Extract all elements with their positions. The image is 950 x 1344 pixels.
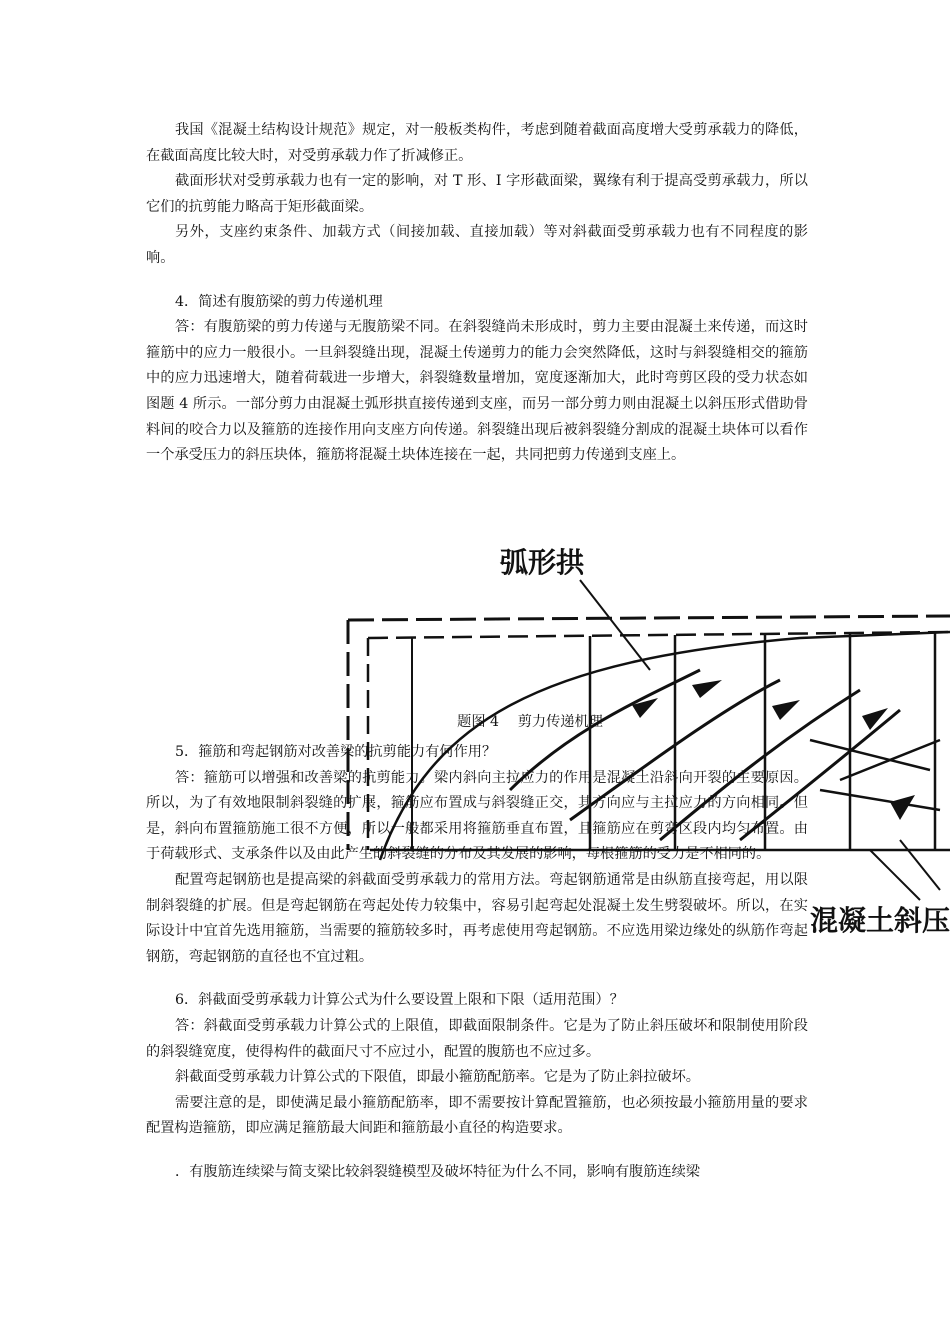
- paragraph: 我国《混凝土结构设计规范》规定，对一般板类构件，考虑到随着截面高度增大受剪承载力的降低，在截面高度比较大时，对受剪承载力作了折减修正。: [146, 122, 808, 164]
- paragraph: 另外，支座约束条件、加载方式（间接加载、直接加载）等对斜截面受剪承载力也有不同程度的影响。: [146, 224, 808, 266]
- answer-6-part3: 需要注意的是，即使满足最小箍筋配筋率，即不需要按计算配置箍筋，也必须按最小箍筋用量的要求配置构造箍筋，即应满足箍筋最大间距和箍筋最小直径的构造要求。: [146, 1094, 808, 1137]
- answer-5-part2: 配置弯起钢筋也是提高梁的斜截面受剪承载力的常用方法。弯起钢筋通常是由纵筋直接弯起，用以限制斜裂缝的扩展。但是弯起钢筋在弯起处传力较集中，容易引起弯起处混凝土发生劈裂破坏。所以，在实际设计中宜首先选用箍筋，当需要的箍筋较多时，再考虑使用弯起钢筋。不应选用梁边缘处的纵筋作弯起钢筋，弯起钢筋的直径也不宜过粗。: [146, 871, 808, 965]
- answer-6-part2: 斜截面受剪承载力计算公式的下限值，即最小箍筋配筋率。它是为了防止斜拉破坏。: [175, 1069, 700, 1086]
- answer-4: 答：有腹筋梁的剪力传递与无腹筋梁不同。在斜裂缝尚未形成时，剪力主要由混凝土来传递，而这时箍筋中的应力一般很小。一旦斜裂缝出现，混凝土传递剪力的能力会突然降低，这时与斜裂缝相交的箍筋中的应力迅速增大，随着荷载进一步增大，斜裂缝数量增加，宽度逐渐加大，此时弯剪区段的受力状态如图题 4 所示。一部分剪力由混凝土弧形拱直接传递到支座，而另一部分剪力则由混凝土以斜压形式借助骨料间的咬合力以及箍筋的连接作用向支座方向传递。斜裂缝出现后被斜裂缝分割成的混凝土块体可以看作一个承受压力的斜压块体，箍筋将混凝土块体连接在一起，共同把剪力传递到支座上。: [146, 319, 808, 464]
- answer-6: 答：斜截面受剪承载力计算公式的上限值，即截面限制条件。它是为了防止斜压破坏和限制使用阶段的斜裂缝宽度，使得构件的截面尺寸不应过小，配置的腹筋也不应过多。: [146, 1017, 808, 1060]
- question-5: 5．箍筋和弯起钢筋对改善梁的抗剪能力有何作用？: [175, 744, 497, 760]
- paragraph: 截面形状对受剪承载力也有一定的影响，对 T 形、I 字形截面梁，翼缘有利于提高受剪承载力，所以它们的抗剪能力略高于矩形截面梁。: [146, 173, 808, 215]
- question-6: 6．斜截面受剪承载力计算公式为什么要设置上限和下限（适用范围）？: [175, 992, 624, 1009]
- question-4: 4．简述有腹筋梁的剪力传递机理: [175, 293, 383, 310]
- label-strut: 混凝土斜压: [810, 904, 950, 937]
- text-block-top: [146, 118, 808, 469]
- question-7-partial: ．有腹筋连续梁与简支梁比较斜裂缝模型及破坏特征为什么不同，影响有腹筋连续梁: [175, 1163, 700, 1180]
- figure-caption: 题图 4 剪力传递机理: [457, 714, 603, 730]
- answer-5: 答：箍筋可以增强和改善梁的抗剪能力。梁内斜向主拉应力的作用是混凝土沿斜向开裂的主要原因。所以，为了有效地限制斜裂缝的扩展，箍筋应布置成与斜裂缝正交，其方向应与主拉应力的方向相同。但是，斜向布置箍筋施工很不方便，所以一般都采用将箍筋垂直布置，且箍筋应在剪弯区段内均匀布置。由于荷载形式、支承条件以及由此产生的斜裂缝的分布及其发展的影响，每根箍筋的受力是不相同的。: [146, 769, 808, 863]
- text-block-bottom: [146, 740, 808, 1186]
- label-arch: 弧形拱: [500, 546, 585, 579]
